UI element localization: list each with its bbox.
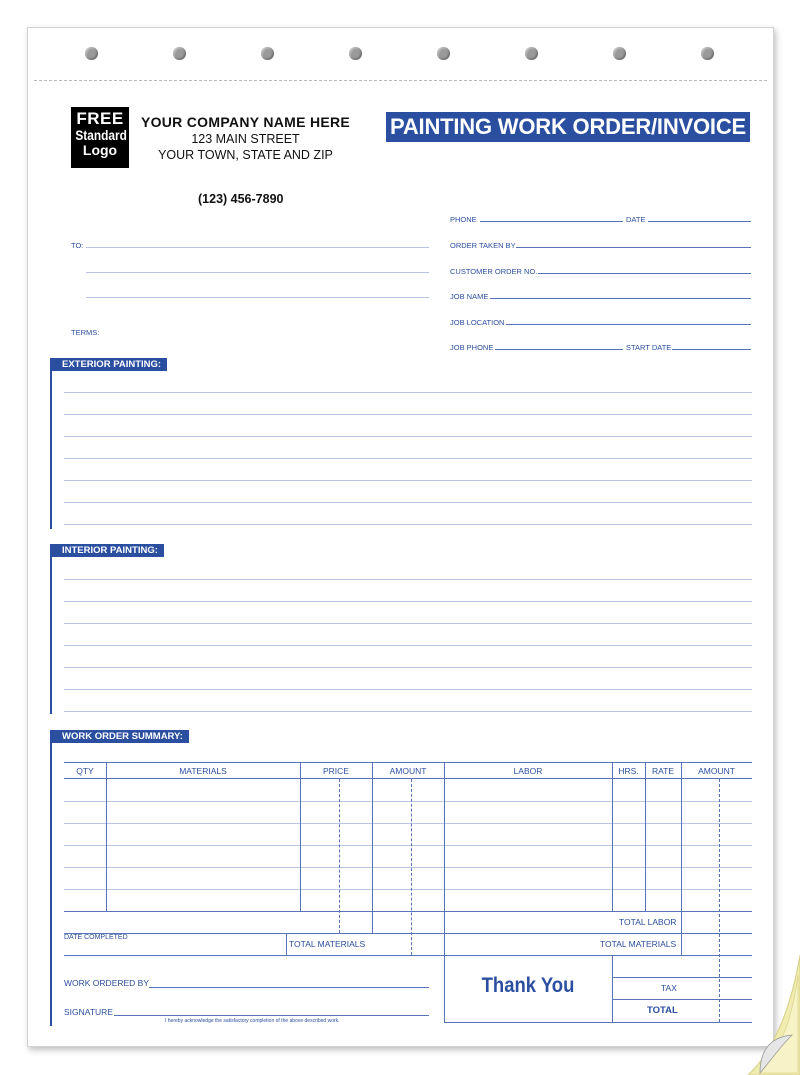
table-row-line [64, 845, 752, 846]
form-title: PAINTING WORK ORDER/INVOICE [386, 112, 750, 142]
company-street: 123 MAIN STREET [191, 132, 300, 146]
tax-top-line [612, 977, 752, 978]
company-name: YOUR COMPANY NAME HERE [140, 114, 351, 130]
hrs-header: HRS. [618, 766, 639, 776]
materials-header: MATERIALS [179, 766, 227, 776]
acknowledge-text: I hereby acknowledge the satisfactory completion of the above described work. [165, 1018, 340, 1024]
total-labor-label: TOTAL LABOR [619, 917, 677, 927]
exterior-line[interactable] [64, 502, 752, 503]
terms-label: TERMS: [71, 328, 100, 337]
price-cents-divider [339, 779, 340, 933]
table-row-line [64, 889, 752, 890]
table-row-line [64, 823, 752, 824]
table-header-border [64, 778, 752, 779]
work-ordered-by-field[interactable] [149, 987, 429, 988]
to-line-1[interactable] [86, 247, 429, 248]
interior-painting-header: INTERIOR PAINTING: [50, 544, 164, 557]
col-divider [106, 762, 107, 911]
interior-line[interactable] [64, 601, 752, 602]
signature-label: SIGNATURE [64, 1007, 113, 1017]
total-label: TOTAL [647, 1005, 678, 1016]
col-divider [444, 762, 445, 1022]
punch-hole [437, 47, 450, 60]
col-divider [300, 762, 301, 911]
labor-header: LABOR [513, 766, 543, 776]
logo-line2: Standard [75, 127, 127, 143]
date-label: DATE [626, 215, 646, 224]
exterior-line[interactable] [64, 414, 752, 415]
company-phone: (123) 456-7890 [198, 192, 284, 206]
interior-line[interactable] [64, 579, 752, 580]
punch-hole [173, 47, 186, 60]
price-header: PRICE [323, 766, 349, 776]
table-bottom-line [64, 955, 752, 956]
col-divider [612, 762, 613, 911]
logo [71, 107, 129, 168]
job-location-label: JOB LOCATION [450, 318, 505, 327]
total-top-line [612, 999, 752, 1000]
exterior-painting-header: EXTERIOR PAINTING: [50, 358, 167, 371]
exterior-line[interactable] [64, 458, 752, 459]
exterior-section-bar [50, 358, 52, 529]
logo-line1: FREE [76, 109, 124, 128]
to-line-2[interactable] [86, 272, 429, 273]
to-line-3[interactable] [86, 297, 429, 298]
punch-hole [85, 47, 98, 60]
job-phone-label: JOB PHONE [450, 343, 494, 352]
work-ordered-by-label: WORK ORDERED BY [64, 978, 150, 988]
interior-line[interactable] [64, 645, 752, 646]
amount2-header: AMOUNT [698, 766, 735, 776]
to-label: TO: [71, 241, 84, 250]
table-top-border [64, 762, 752, 763]
punch-hole [701, 47, 714, 60]
amount-header: AMOUNT [389, 766, 427, 776]
order-taken-by-label: ORDER TAKEN BY [450, 241, 516, 250]
customer-order-no-field[interactable] [538, 273, 751, 274]
interior-line[interactable] [64, 667, 752, 668]
exterior-line[interactable] [64, 524, 752, 525]
col-divider [681, 762, 682, 955]
date-completed-label: DATE COMPLETED [64, 934, 128, 941]
total-materials-left-label: TOTAL MATERIALS [289, 939, 366, 949]
work-order-summary-header: WORK ORDER SUMMARY: [50, 730, 189, 743]
interior-line[interactable] [64, 689, 752, 690]
job-name-label: JOB NAME [450, 292, 489, 301]
phone-field[interactable] [480, 221, 623, 222]
logo-line3: Logo [82, 142, 118, 158]
table-row-line [64, 933, 752, 934]
total-materials-left-divider [286, 933, 287, 955]
invoice-sheet [27, 27, 774, 1047]
start-date-field[interactable] [672, 349, 751, 350]
punch-hole [613, 47, 626, 60]
company-city: YOUR TOWN, STATE AND ZIP [158, 148, 333, 162]
total-materials-right-label: TOTAL MATERIALS [600, 939, 677, 949]
thank-you-text: Thank You [481, 974, 575, 997]
exterior-line[interactable] [64, 436, 752, 437]
thanks-divider [612, 955, 613, 1022]
start-date-label: START DATE [626, 343, 672, 352]
interior-line[interactable] [64, 623, 752, 624]
job-location-field[interactable] [506, 324, 751, 325]
date-field[interactable] [648, 221, 751, 222]
rate-header: RATE [651, 766, 675, 776]
page-curl-icon [740, 955, 800, 1075]
interior-line[interactable] [64, 711, 752, 712]
amount2-cents-divider [719, 779, 720, 1022]
customer-order-no-label: CUSTOMER ORDER NO. [450, 267, 538, 276]
punch-hole [525, 47, 538, 60]
col-divider [372, 762, 373, 933]
qty-header: QTY [76, 766, 94, 776]
order-taken-by-field[interactable] [516, 247, 751, 248]
job-phone-field[interactable] [495, 349, 623, 350]
table-row-line [64, 801, 752, 802]
punch-hole [349, 47, 362, 60]
phone-label: PHONE [450, 215, 477, 224]
job-name-field[interactable] [490, 298, 751, 299]
company-block [138, 114, 353, 162]
table-row-line [64, 867, 752, 868]
col-divider [645, 762, 646, 911]
perforation-line [34, 80, 767, 81]
table-row-line [64, 911, 752, 912]
tax-label: TAX [661, 983, 677, 993]
summary-section-bar [50, 730, 52, 1026]
amount-cents-divider [411, 779, 412, 955]
bottom-border [444, 1022, 752, 1023]
exterior-line[interactable] [64, 392, 752, 393]
exterior-line[interactable] [64, 480, 752, 481]
interior-section-bar [50, 544, 52, 714]
signature-field[interactable] [114, 1015, 429, 1016]
punch-hole [261, 47, 274, 60]
